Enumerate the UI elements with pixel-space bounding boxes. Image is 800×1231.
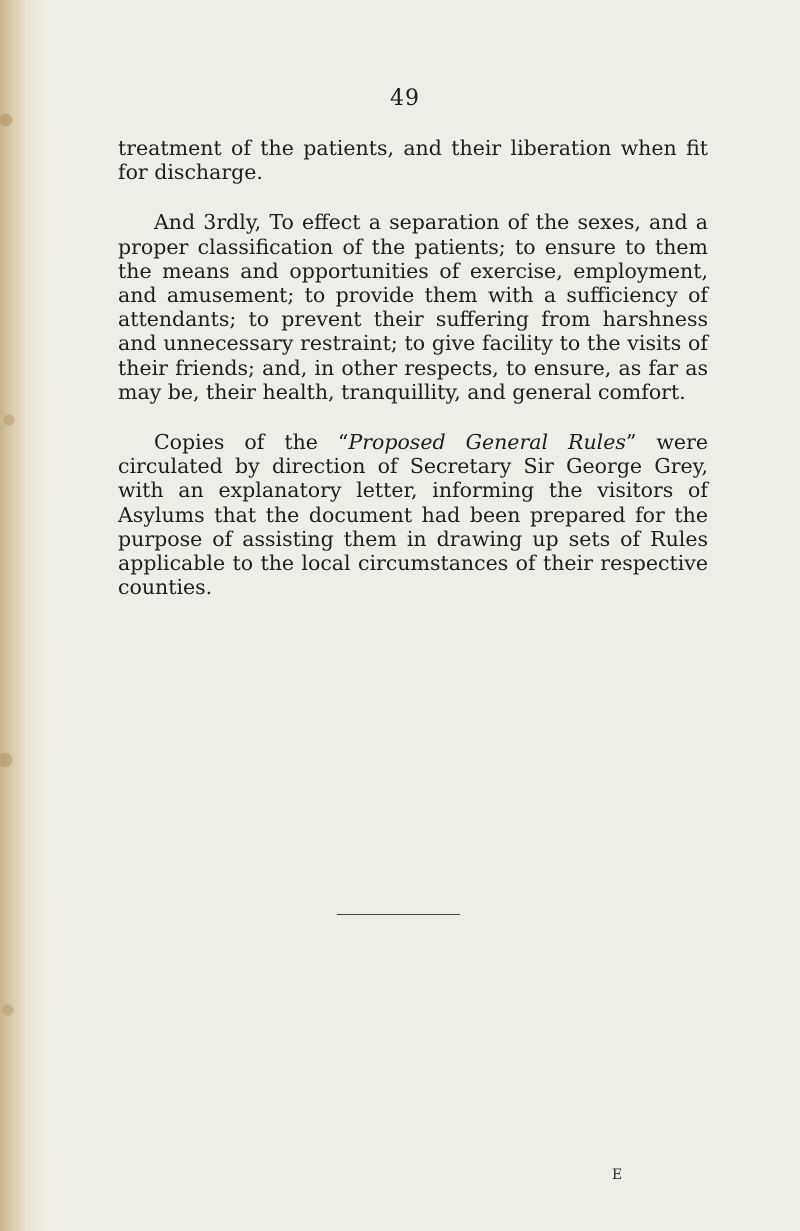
- paragraph-copies-rest: ” were circulated by direction of Secretary Sir George Grey, with an explanatory letter, informing the visitors of Asylums that the document had been prepared for the purpose of assisting them in drawing up sets of Rules applicable to the local circumstances of their respective counties.: [118, 430, 709, 600]
- paragraph-continuation: treatment of the patients, and their liberation when fit for discharge.: [118, 136, 708, 185]
- signature-mark: E: [612, 1167, 623, 1183]
- paragraph-thirdly: And 3rdly, To effect a separation of the sexes, and a proper classification of the patients; to ensure to them the means and opportunities of exercise, employment, and amusement; to provide them with a sufficiency of attendants; to prevent their suffering from harshness and unnecessary restraint; to give facility to the visits of their friends; and, in other respects, to ensure, as far as may be, their health, tranquillity, and general comfort.: [118, 210, 708, 404]
- page-number: 49: [390, 86, 420, 111]
- section-divider: [337, 914, 460, 915]
- paragraph-copies: [118, 430, 708, 599]
- body-text: [118, 136, 708, 599]
- page-edge-foxing: [0, 0, 20, 1231]
- proposed-rules-title: Proposed General Rules: [348, 430, 626, 455]
- paragraph-copies-lead: Copies of the “: [154, 430, 349, 455]
